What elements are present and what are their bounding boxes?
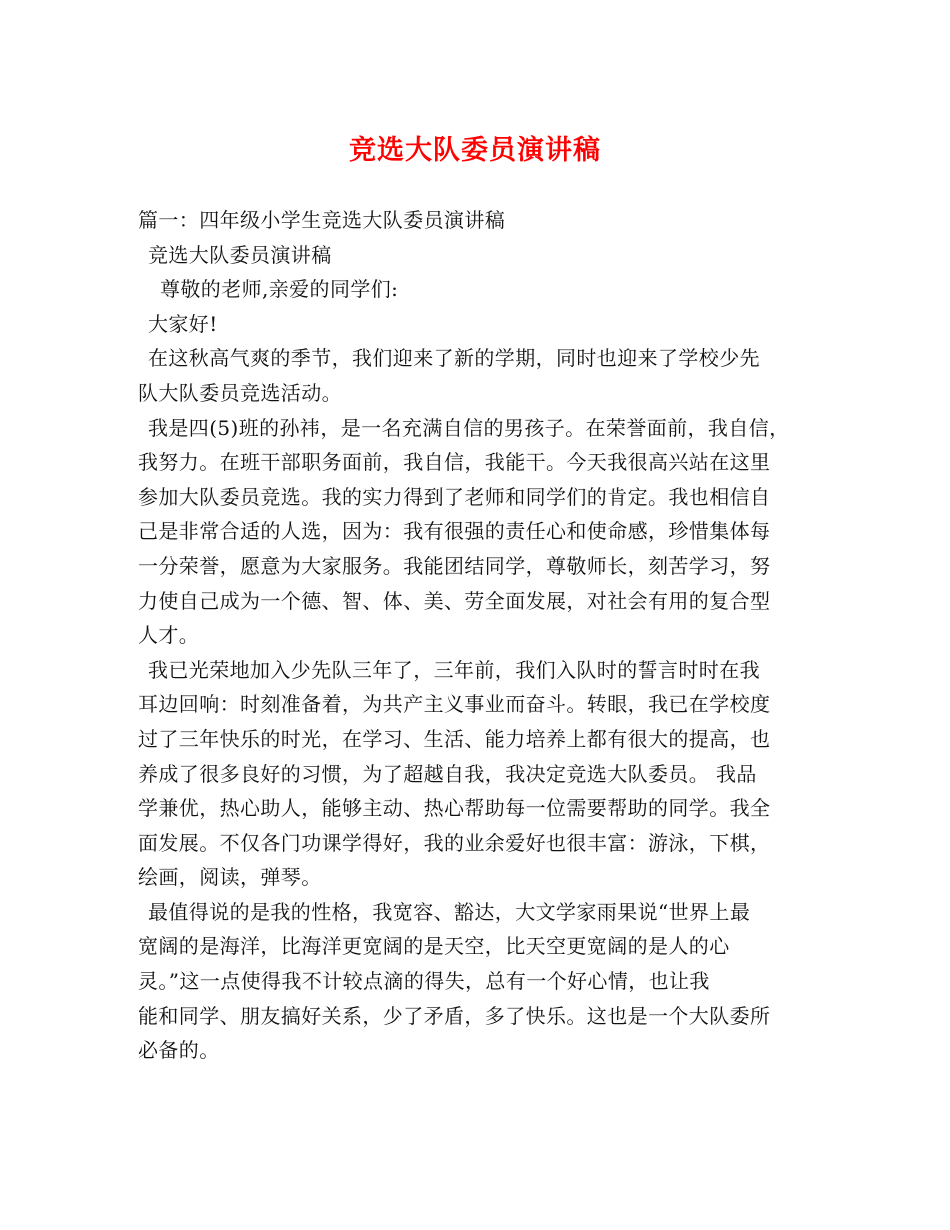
text-line: 一分荣誉，愿意为大家服务。我能团结同学，尊敬师长，刻苦学习，努	[138, 553, 771, 578]
text-line: 在这秋高气爽的季节，我们迎来了新的学期，同时也迎来了学校少先	[148, 346, 760, 371]
section-heading: 篇一：四年级小学生竞选大队委员演讲稿	[138, 208, 506, 232]
text-line: 学兼优，热心助人，能够主动、热心帮助每一位需要帮助的同学。我全	[138, 796, 771, 821]
text-line: 养成了很多良好的习惯，为了超越自我，我决定竞选大队委员。 我品	[138, 761, 757, 786]
text-line: 我努力。在班干部职务面前，我自信，我能干。今天我很高兴站在这里	[138, 450, 771, 475]
text-line: 面发展。不仅各门功课学得好，我的业余爱好也很丰富：游泳，下棋，	[138, 830, 771, 855]
text-line: 参加大队委员竞选。我的实力得到了老师和同学们的肯定。我也相信自	[138, 484, 771, 509]
text-line: 力使自己成为一个德、智、体、美、劳全面发展，对社会有用的复合型	[138, 588, 771, 613]
text-line: 宽阔的是海洋，比海洋更宽阔的是天空，比天空更宽阔的是人的心	[138, 934, 730, 959]
text-line: 耳边回响：时刻准备着，为共产主义事业而奋斗。转眼，我已在学校度	[138, 692, 771, 717]
text-line: 灵。”这一点使得我不计较点滴的得失，总有一个好心情，也让我	[138, 969, 710, 994]
greeting-line: 大家好!	[148, 311, 218, 336]
text-line: 我是四(5)班的孙祎，是一名充满自信的男孩子。在荣誉面前，我自信，	[148, 415, 790, 440]
text-line: 过了三年快乐的时光，在学习、生活、能力培养上都有很大的提高，也	[138, 726, 771, 751]
document-body	[138, 203, 818, 1068]
text-line: 己是非常合适的人选，因为：我有很强的责任心和使命感，珍惜集体每	[138, 519, 771, 544]
document-title: 竞选大队委员演讲稿	[349, 135, 601, 166]
speech-title-line: 竞选大队委员演讲稿	[148, 242, 332, 267]
text-line: 人才。	[138, 623, 200, 648]
text-line: 绘画，阅读，弹琴。	[138, 865, 322, 890]
text-line: 队大队委员竞选活动。	[138, 380, 342, 405]
text-line: 能和同学、朋友搞好关系，少了矛盾，多了快乐。这也是一个大队委所	[138, 1003, 771, 1028]
text-line: 我已光荣地加入少先队三年了，三年前，我们入队时的誓言时时在我	[148, 657, 760, 682]
salutation-line: 尊敬的老师,亲爱的同学们:	[160, 277, 399, 302]
text-line: 最值得说的是我的性格，我宽容、豁达，大文学家雨果说“世界上最	[148, 899, 751, 924]
text-line: 必备的。	[138, 1038, 220, 1063]
